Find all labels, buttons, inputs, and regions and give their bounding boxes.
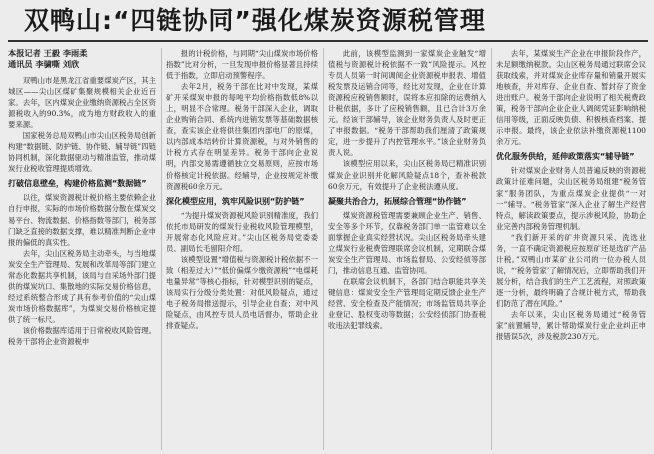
column-divider [323,48,324,450]
section-heading: 深化模型应用，筑牢风险识别“防护链” [166,196,305,206]
body-paragraph: 去年，尖山区税务局主动牵头，与当地煤炭安全生产管理局、发展和改革局等部门建立常态化数据共享机制，该局与自采场外部门提供的煤炭坑口、集散地的实际交易价格信息，经过系统整合形成了具有参考价值的“尖山煤炭市场价格数据库”，为煤炭交易价格核定提供了统一标尺。 [8,248,156,324]
body-paragraph: 以往，煤炭资源税计税价格主要依赖企业自行申报，实际的市场价格数据分散在煤炭交易平台、物流数据、价格指数等部门，税务部门缺乏直接的数据支撑，难以精准判断企业申报的偏低的真实性。 [8,193,156,247]
byline [8,48,156,70]
byline-correspondents: 通讯员 李骕嘶 刘欣 [8,59,80,69]
section-heading: 优化服务供给，延伸政策落实“辅导链” [496,152,635,162]
article-column-2 [166,48,318,448]
body-paragraph: 此前，该模型监测到一家煤炭企业触发“增值税与资源税计税依据不一致”风险提示。风控专员人员第一时间调阅企业资源税申报表、增值税发票及运销合同等，经比对发现，企业在计算资源税应税销售额时，误将本应扣除的运费纳入计税依据，多计了应税销售额，且已合计3万余元。经该干部辅导，该企业财务负责人及时更正了申报数据。“税务干部帮助我们厘清了政策规定，进一步提升了内控管理水平。”该企业财务负责人说。 [328,49,486,158]
column-divider [161,48,162,450]
body-paragraph: “为提升煤炭资源税风险识别精准度，我们依托市局研发的煤炭行业税收风险管理模型，开展常态化风险应对。”尖山区税务局党委委员、副局长毛留阳介绍。 [166,210,318,253]
body-paragraph: 去年2月，税务干部在比对中发现，某煤矿开采煤炭申报的每吨平均价格指数低8%以上，明显不合常理。税务干部深入企业，调取企业购销合同、系统内进销发票等基础数据核查，查实该企业将供往集团内部电厂的原煤，以内部成本结转价计算资源税，与对外销售的计税方式存在明显差异。税务干部向企业说明，内部交易需遵循独立交易原则，应按市场价格核定计税依据。经辅导，企业按规定补缴资源税60余万元。 [166,82,318,191]
body-paragraph: 去年以来，尖山区税务局通过“税务管家”前置辅导，累计帮助煤炭行业企业纠正申报错误5次，涉及税款230万元。 [496,310,646,342]
body-paragraph: 该价格数据库适用于日常税收风险管理。税务干部将企业资源税申 [8,325,156,347]
section-heading: 打破信息壁垒，构建价格监测“数据链” [8,179,147,189]
section-heading: 凝聚共治合力，拓展综合管理“协作链” [328,196,467,206]
body-paragraph: 国家税务总局双鸭山市尖山区税务局创新构建“数据链、防护链、协作链、辅导链”四链协同机制，深化数据驱动与精准监管，推动煤炭行业税收管理提质增效。 [8,131,156,174]
body-paragraph: 去年，某煤炭生产企业在申报阶段作产，未足额缴纳税款。尖山区税务局通过联席会议获取线索，并对煤炭企业库存量和销量开展实地核查，并对库存、企业自查、暂封存了资金进出账户。税务干部向企业说明了相关税费政策，税务干部向企业企业人调阅凭证影响纳税信用等级，正面反映负债、积极核查档案、提示申报。最终，该企业依法补缴资源税1100余万元。 [496,49,646,147]
body-paragraph: 煤炭资源税管理需要兼顾企业生产、销售、安全等多个环节，仅靠税务部门单一监管难以全面掌握企业真实经营状况。尖山区税务局牵头建立煤炭行业税费管理联席会议机制，定期联合煤炭安全生产管理局、市场监督局、公安经侦等部门，推动信息互通、监管协同。 [328,210,486,275]
title-divider [8,40,648,42]
article-title: 双鸭山:“四链协同”强化煤炭资源税管理 [24,6,486,35]
body-paragraph: “我们新开采的矿井资源只采、洗选业务，一直不确定资源税应按原矿还是选矿产品计税。”双鸭山市某矿业公司的一位办税人员说，“‘税务管家’了解情况后，立即帮助我们开展分析，结合我们的生产工艺流程，对照政策逐一分析，最终明确了合规计税方式，帮助我们防范了潜在风险。” [496,232,646,308]
article-column-1 [8,48,156,448]
column-divider [491,48,492,450]
body-paragraph: 双鸭山市是黑龙江省重要煤炭产区，其主城区——尖山区煤矿集聚规模相关企业近百家。去年，区内煤炭企业缴纳资源税占全区资源税收入的90.3%，成为地方财政收入的重要来源。 [8,76,156,130]
body-paragraph: 该模型设置“增值税与资源税计税依据不一致（相差过大）”“低价偏煤少缴资源税”“电煤耗电量异常”等核心指标，针对模型识别的疑点，该局实行分级分类处置：对低风险疑点，通过电子税务局推送提示，引导企业自查；对中风险疑点，由风控专员人员电话督办，帮助企业排查疑点。 [166,254,318,331]
byline-reporters: 本报记者 王毅 李雨柔 [8,48,88,58]
article-column-4 [496,48,646,448]
body-paragraph: 报的计税价格，与同期“尖山煤炭市场价格指数”比对分析，一旦发现申报价格显著且持续低于指数，立即启动预警程序。 [166,49,318,81]
article-column-3 [328,48,486,448]
body-paragraph: 该模型应用以来，尖山区税务局已精准识别煤炭企业识别并化解风险疑点18个，查补税款60余万元，有效提升了企业税法遵从度。 [328,159,486,191]
body-paragraph: 在联席会议机制下，各部门结合职能共享关键信息：煤炭安全生产管理局定期反馈企业生产经营、安全检查及产能情况；市场监管局共享企业登记、股权变动等数据；公安经侦部门协查税收违法犯罪线索。 [328,276,486,331]
body-paragraph: 针对煤炭企业财务人员普遍反映的资源税政策计征难问题，尖山区税务局组建“税务管家”服务团队，为重点煤炭企业提供“一对一”辅导。“税务管家”深入企业了解生产经营特点，解读政策要点，提示涉税风险，协助企业完善内部税务管理机制。 [496,166,646,231]
